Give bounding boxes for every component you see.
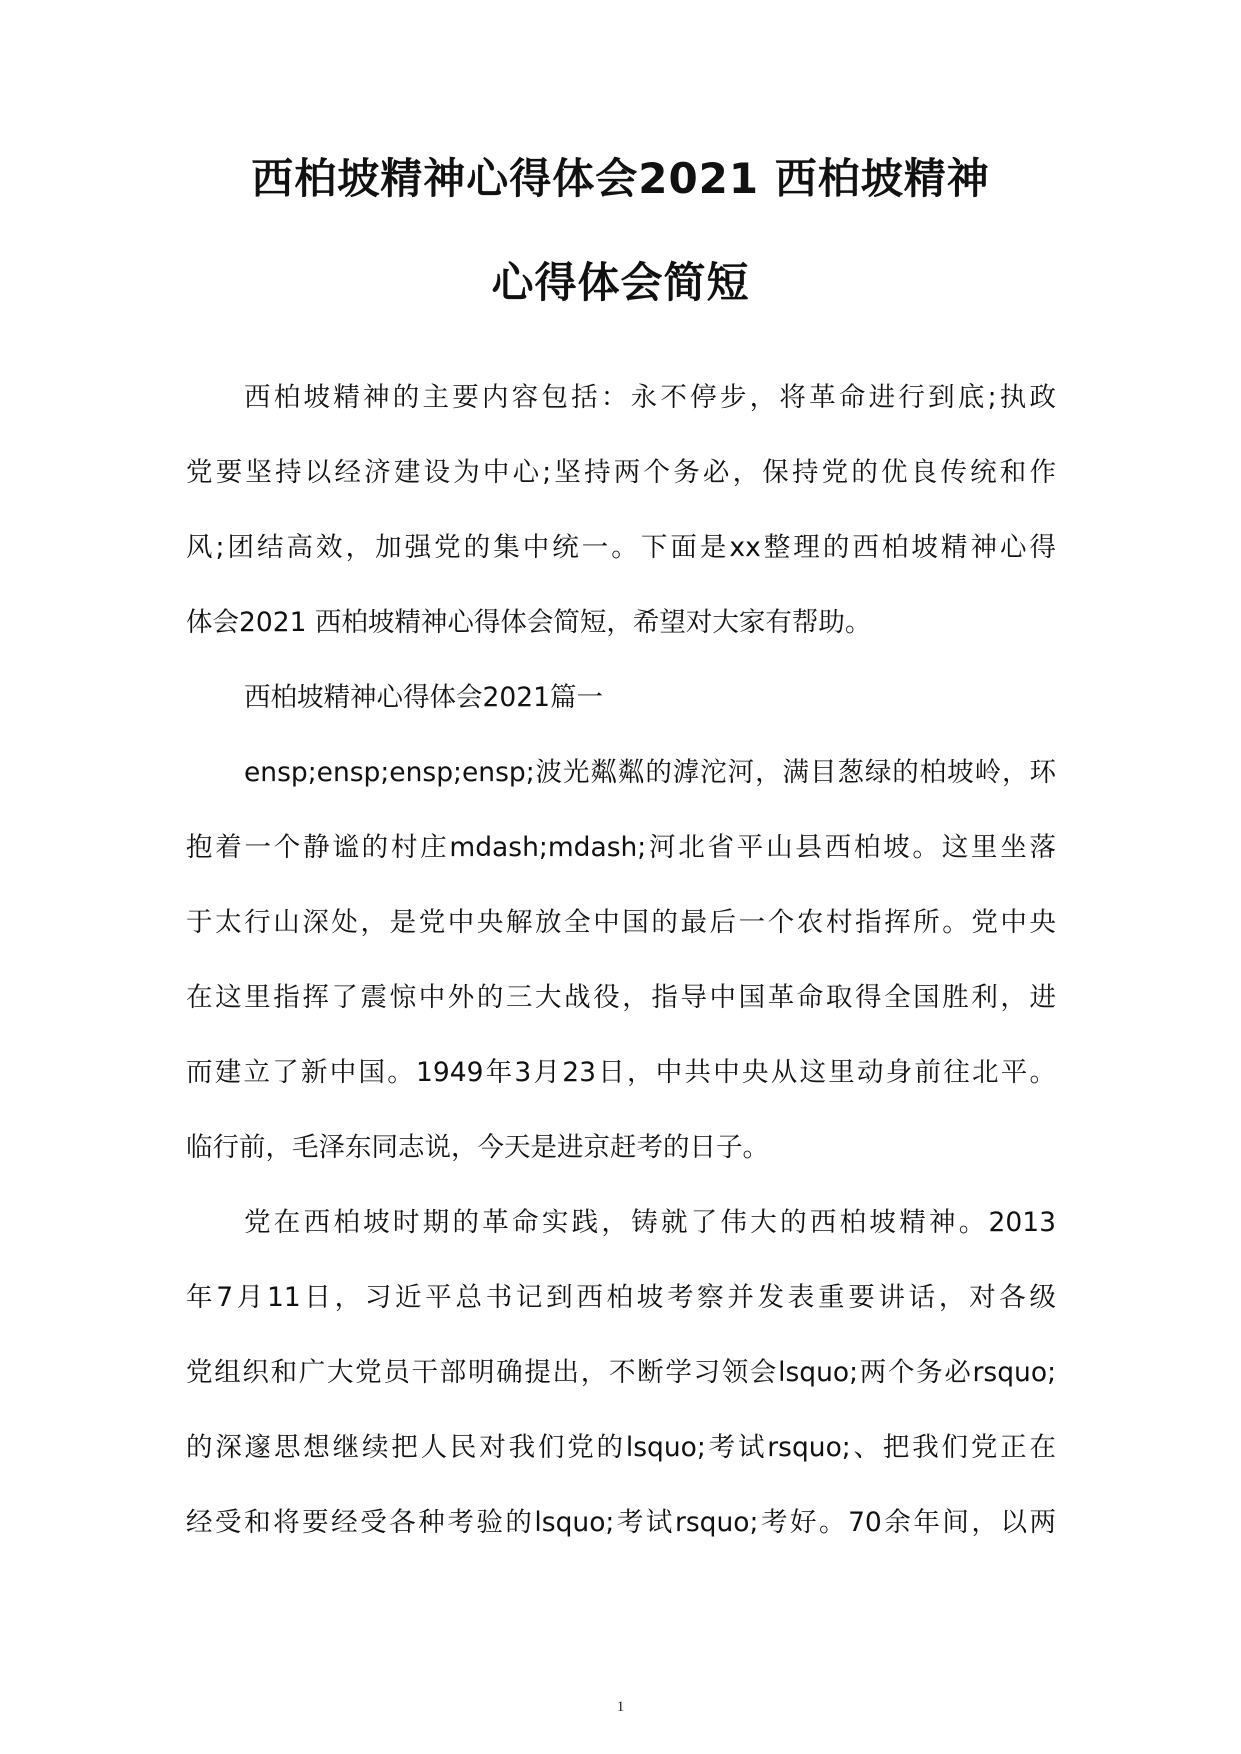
body-line: 体会2021 西柏坡精神心得体会简短，希望对大家有帮助。: [186, 607, 872, 638]
document-body: [186, 373, 1056, 1573]
body-line: 党在西柏坡时期的革命实践，铸就了伟大的西柏坡精神。2013: [244, 1207, 1056, 1238]
body-line: ensp;ensp;ensp;ensp;波光粼粼的滹沱河，满目葱绿的柏坡岭，环: [244, 757, 1056, 788]
page-number: 1: [616, 1699, 625, 1715]
body-line: 年7月11日，习近平总书记到西柏坡考察并发表重要讲话，对各级: [186, 1282, 1056, 1313]
document-title-line-1: 西柏坡精神心得体会2021 西柏坡精神: [251, 154, 990, 203]
body-line: 经受和将要经受各种考验的lsquo;考试rsquo;考好。70余年间，以两: [186, 1507, 1056, 1538]
body-line: 临行前，毛泽东同志说，今天是进京赶考的日子。: [186, 1132, 769, 1163]
body-line: 党组织和广大党员干部明确提出，不断学习领会lsquo;两个务必rsquo;: [186, 1357, 1056, 1388]
body-line: 风;团结高效，加强党的集中统一。下面是xx整理的西柏坡精神心得: [186, 532, 1056, 563]
document-title-line-2: 心得体会简短: [491, 258, 750, 307]
body-line: 西柏坡精神的主要内容包括：永不停步，将革命进行到底;执政: [244, 382, 1056, 413]
body-line: 党要坚持以经济建设为中心;坚持两个务必，保持党的优良传统和作: [186, 457, 1056, 488]
body-line: 而建立了新中国。1949年3月23日，中共中央从这里动身前往北平。: [186, 1057, 1056, 1088]
section-heading: 西柏坡精神心得体会2021篇一: [244, 682, 603, 713]
body-line: 的深邃思想继续把人民对我们党的lsquo;考试rsquo;、把我们党正在: [186, 1432, 1056, 1463]
body-line: 抱着一个静谧的村庄mdash;mdash;河北省平山县西柏坡。这里坐落: [186, 832, 1056, 863]
body-line: 在这里指挥了震惊中外的三大战役，指导中国革命取得全国胜利，进: [186, 982, 1056, 1013]
body-line: 于太行山深处，是党中央解放全中国的最后一个农村指挥所。党中央: [186, 907, 1056, 938]
